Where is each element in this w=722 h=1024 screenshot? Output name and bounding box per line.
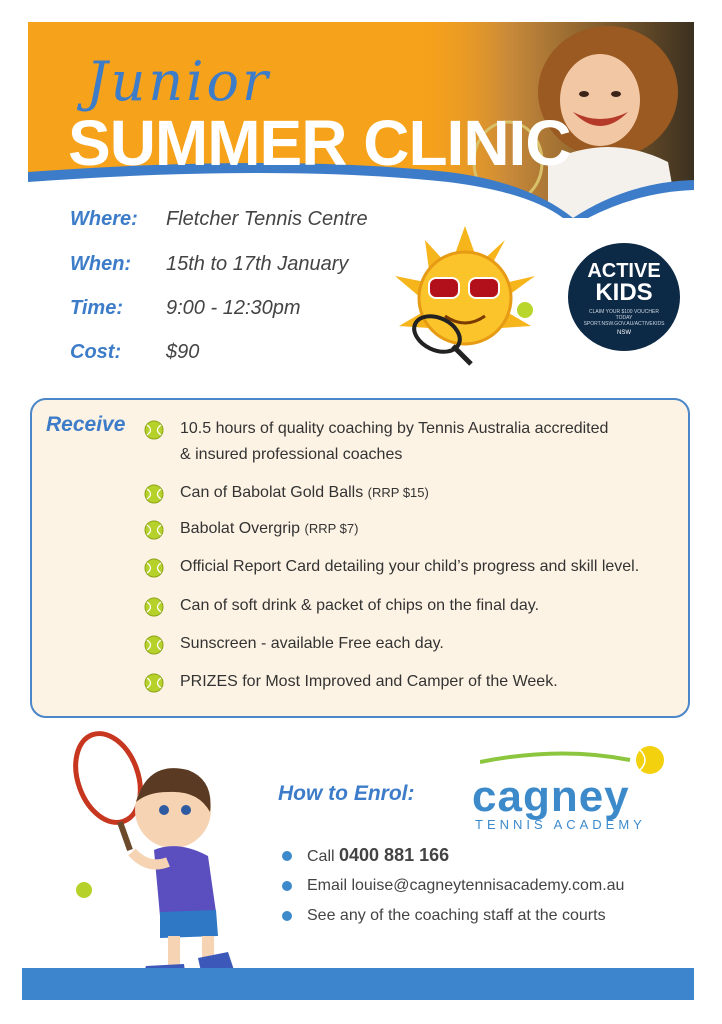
receive-item [180,516,685,542]
bullet-icon [282,851,292,861]
cost-value: $90 [166,341,200,363]
receive-item [180,416,685,468]
tennis-ball-icon [144,597,164,617]
receive-item-text: Can of Babolat Gold Balls [180,484,364,501]
tennis-ball-icon [144,520,164,540]
bullet-icon [282,911,292,921]
receive-item: Official Report Card detailing your child’s progress and skill level. [180,558,640,575]
when-value: 15th to 17th January [166,253,349,275]
badge-line2: KIDS [595,279,653,306]
tennis-ball-icon [144,558,164,578]
receive-item-text: 10.5 hours of quality coaching by Tennis Australia accredited [180,420,609,437]
cagney-logo-subtitle: TENNIS ACADEMY [475,817,646,832]
receive-item: PRIZES for Most Improved and Camper of the Week. [180,673,558,690]
sun-mascot-icon [385,226,550,371]
receive-item: Sunscreen - available Free each day. [180,635,444,652]
contact-email: Email louise@cagneytennisacademy.com.au [307,877,625,894]
bullet-icon [282,881,292,891]
receive-item-text-cont: & insured professional coaches [180,446,403,463]
time-value: 9:00 - 12:30pm [166,297,301,319]
cost-label: Cost: [70,341,122,363]
when-label: When: [70,253,132,275]
cagney-logo-text: cagney [472,772,630,821]
page-title: SUMMER CLINIC [68,107,571,179]
badge-nsw: NSW [617,330,631,336]
receive-item: Can of soft drink & packet of chips on the final day. [180,597,540,614]
boy-tennis-illustration [68,730,268,992]
tennis-ball-icon [144,484,164,504]
receive-item-note: (RRP $7) [304,521,359,536]
where-label: Where: [70,208,138,230]
badge-fineprint: CLAIM YOUR $100 VOUCHER TODAY SPORT.NSW.GOV.AU/ACTIVEKIDS [583,309,665,327]
receive-title: Receive [46,413,126,436]
junior-heading: Junior [86,50,271,113]
where-value: Fletcher Tennis Centre [166,208,368,230]
receive-item [180,480,685,506]
receive-item-text: Babolat Overgrip [180,520,301,537]
contact-phone-prefix: Call [307,848,340,865]
contact-phone [307,845,449,866]
header-banner [28,22,694,218]
active-kids-badge [568,243,680,351]
receive-item-note: (RRP $15) [367,485,429,500]
footer-bar [22,968,694,1000]
contact-phone-number: 0400 881 166 [339,845,450,865]
time-label: Time: [70,297,123,319]
tennis-ball-icon [144,635,164,655]
tennis-ball-icon [144,673,164,693]
contact-staff: See any of the coaching staff at the courts [307,907,606,924]
enrol-title: How to Enrol: [278,782,415,805]
tennis-ball-icon [144,420,164,440]
badge-line1: ACTIVE [587,260,661,282]
